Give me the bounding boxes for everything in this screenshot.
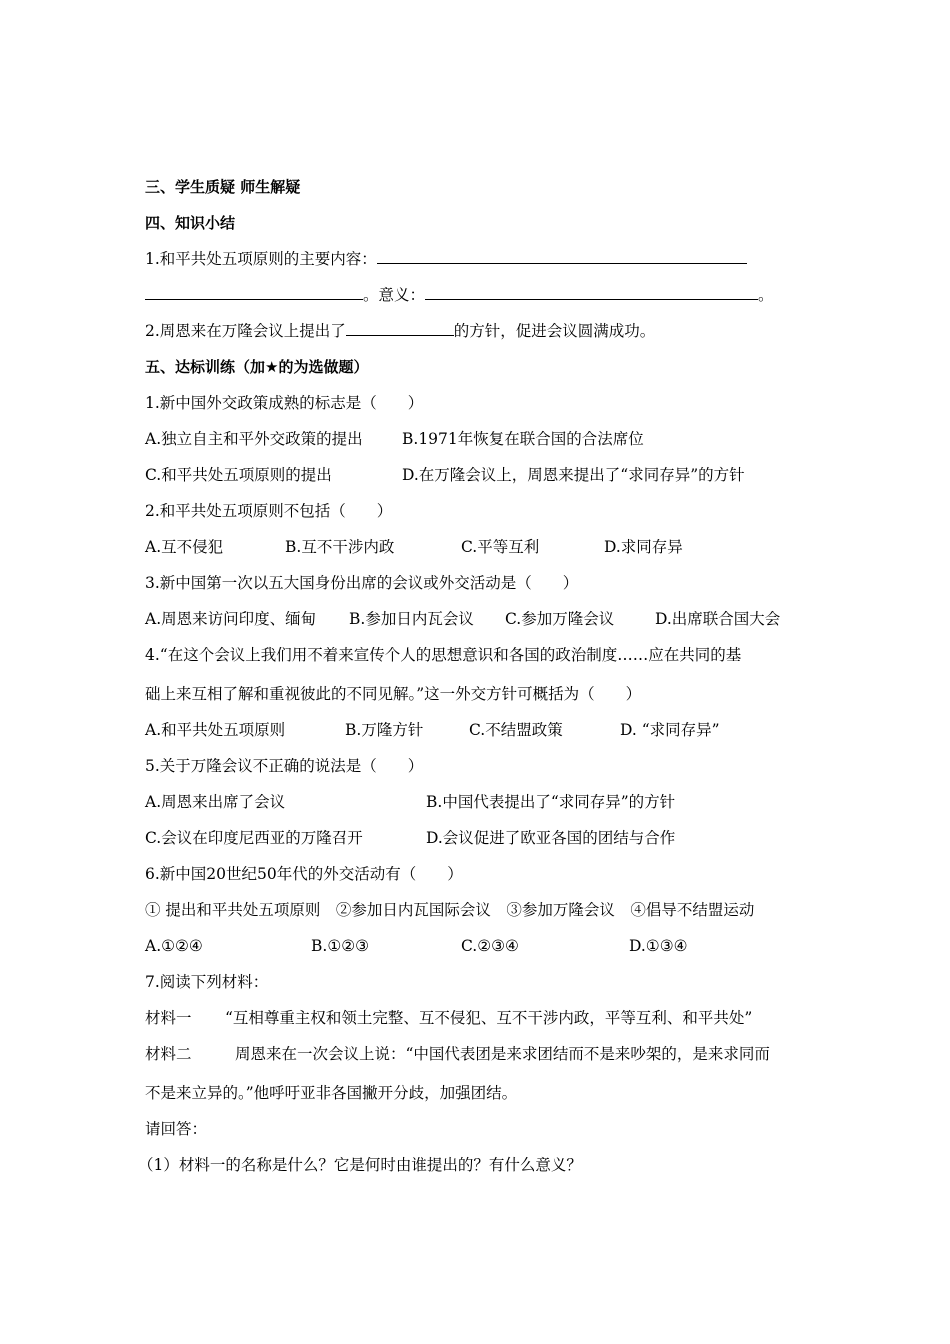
q6-option-d[interactable]: D.①③④ <box>629 937 688 955</box>
q4-option-d[interactable]: D. “求同存异” <box>620 721 720 739</box>
summary-q1-blank-content-cont[interactable] <box>145 285 363 300</box>
q1-option-d[interactable]: D.在万隆会议上，周恩来提出了“求同存异”的方针 <box>402 466 745 484</box>
q1-option-b[interactable]: B.1971年恢复在联合国的合法席位 <box>402 430 644 448</box>
summary-q2-tail: 的方针，促进会议圆满成功。 <box>453 322 656 340</box>
q5-option-c[interactable]: C.会议在印度尼西亚的万隆召开 <box>145 829 363 847</box>
summary-q1-mid: 。意义： <box>363 286 426 304</box>
summary-q1-blank-content[interactable] <box>377 249 747 264</box>
summary-q1-end: 。 <box>758 286 774 304</box>
q7-stem: 7.阅读下列材料： <box>145 973 269 991</box>
q3-option-d[interactable]: D.出席联合国大会 <box>655 610 781 628</box>
q3-option-a[interactable]: A.周恩来访问印度、缅甸 <box>145 610 317 628</box>
summary-q1-line1 <box>145 248 747 270</box>
section-heading-5: 五、达标训练（加★的为选做题） <box>145 358 369 376</box>
q3-option-c[interactable]: C.参加万隆会议 <box>505 610 615 628</box>
summary-q1-line2 <box>145 284 774 306</box>
section-heading-3: 三、学生质疑 师生解疑 <box>145 178 301 196</box>
q4-option-a[interactable]: A.和平共处五项原则 <box>145 721 286 739</box>
q1-option-c[interactable]: C.和平共处五项原则的提出 <box>145 466 332 484</box>
summary-q1-lead: 1.和平共处五项原则的主要内容： <box>145 250 377 268</box>
summary-q2-line <box>145 320 655 342</box>
q6-option-a[interactable]: A.①②④ <box>145 937 203 955</box>
q1-option-a[interactable]: A.独立自主和平外交政策的提出 <box>145 430 363 448</box>
summary-q2-lead: 2.周恩来在万隆会议上提出了 <box>145 322 346 340</box>
q7-material-2-label: 材料二 <box>145 1045 192 1063</box>
q4-option-b[interactable]: B.万隆方针 <box>345 721 424 739</box>
q2-stem: 2.和平共处五项原则不包括（ ） <box>145 502 393 520</box>
q4-stem-line2: 础上来互相了解和重视彼此的不同见解。”这一外交方针可概括为（ ） <box>145 685 642 703</box>
q7-material-2-text-line1: 周恩来在一次会议上说：“中国代表团是来求团结而不是来吵架的，是来求同而 <box>235 1045 770 1063</box>
q2-option-c[interactable]: C.平等互利 <box>461 538 540 556</box>
q2-option-d[interactable]: D.求同存异 <box>604 538 683 556</box>
q3-option-b[interactable]: B.参加日内瓦会议 <box>349 610 474 628</box>
q6-option-c[interactable]: C.②③④ <box>461 937 519 955</box>
q2-option-a[interactable]: A.互不侵犯 <box>145 538 224 556</box>
q2-option-b[interactable]: B.互不干涉内政 <box>285 538 395 556</box>
q7-answer-prompt: 请回答： <box>145 1120 208 1138</box>
q7-material-1-text: “互相尊重主权和领土完整、互不侵犯、互不干涉内政，平等互利、和平共处” <box>225 1009 753 1027</box>
q5-option-a[interactable]: A.周恩来出席了会议 <box>145 793 286 811</box>
q5-stem: 5.关于万隆会议不正确的说法是（ ） <box>145 757 424 775</box>
q7-subquestion-1: （1）材料一的名称是什么？它是何时由谁提出的？有什么意义？ <box>138 1156 582 1174</box>
q5-option-d[interactable]: D.会议促进了欧亚各国的团结与合作 <box>426 829 676 847</box>
q4-stem-line1: 4.“在这个会议上我们用不着来宣传个人的思想意识和各国的政治制度……应在共同的基 <box>145 646 742 664</box>
q6-items: ① 提出和平共处五项原则 ②参加日内瓦国际会议 ③参加万隆会议 ④倡导不结盟运动 <box>145 901 755 919</box>
summary-q2-blank[interactable] <box>346 321 454 336</box>
q3-stem: 3.新中国第一次以五大国身份出席的会议或外交活动是（ ） <box>145 574 579 592</box>
q4-option-c[interactable]: C.不结盟政策 <box>469 721 563 739</box>
q6-stem: 6.新中国20世纪50年代的外交活动有（ ） <box>145 865 463 883</box>
q1-stem: 1.新中国外交政策成熟的标志是（ ） <box>145 394 424 412</box>
q7-material-1-label: 材料一 <box>145 1009 192 1027</box>
summary-q1-blank-significance[interactable] <box>425 285 758 300</box>
q6-option-b[interactable]: B.①②③ <box>311 937 370 955</box>
q7-material-2-text-line2: 不是来立异的。”他呼吁亚非各国撇开分歧，加强团结。 <box>145 1084 518 1102</box>
q5-option-b[interactable]: B.中国代表提出了“求同存异”的方针 <box>426 793 676 811</box>
section-heading-4: 四、知识小结 <box>145 214 236 232</box>
